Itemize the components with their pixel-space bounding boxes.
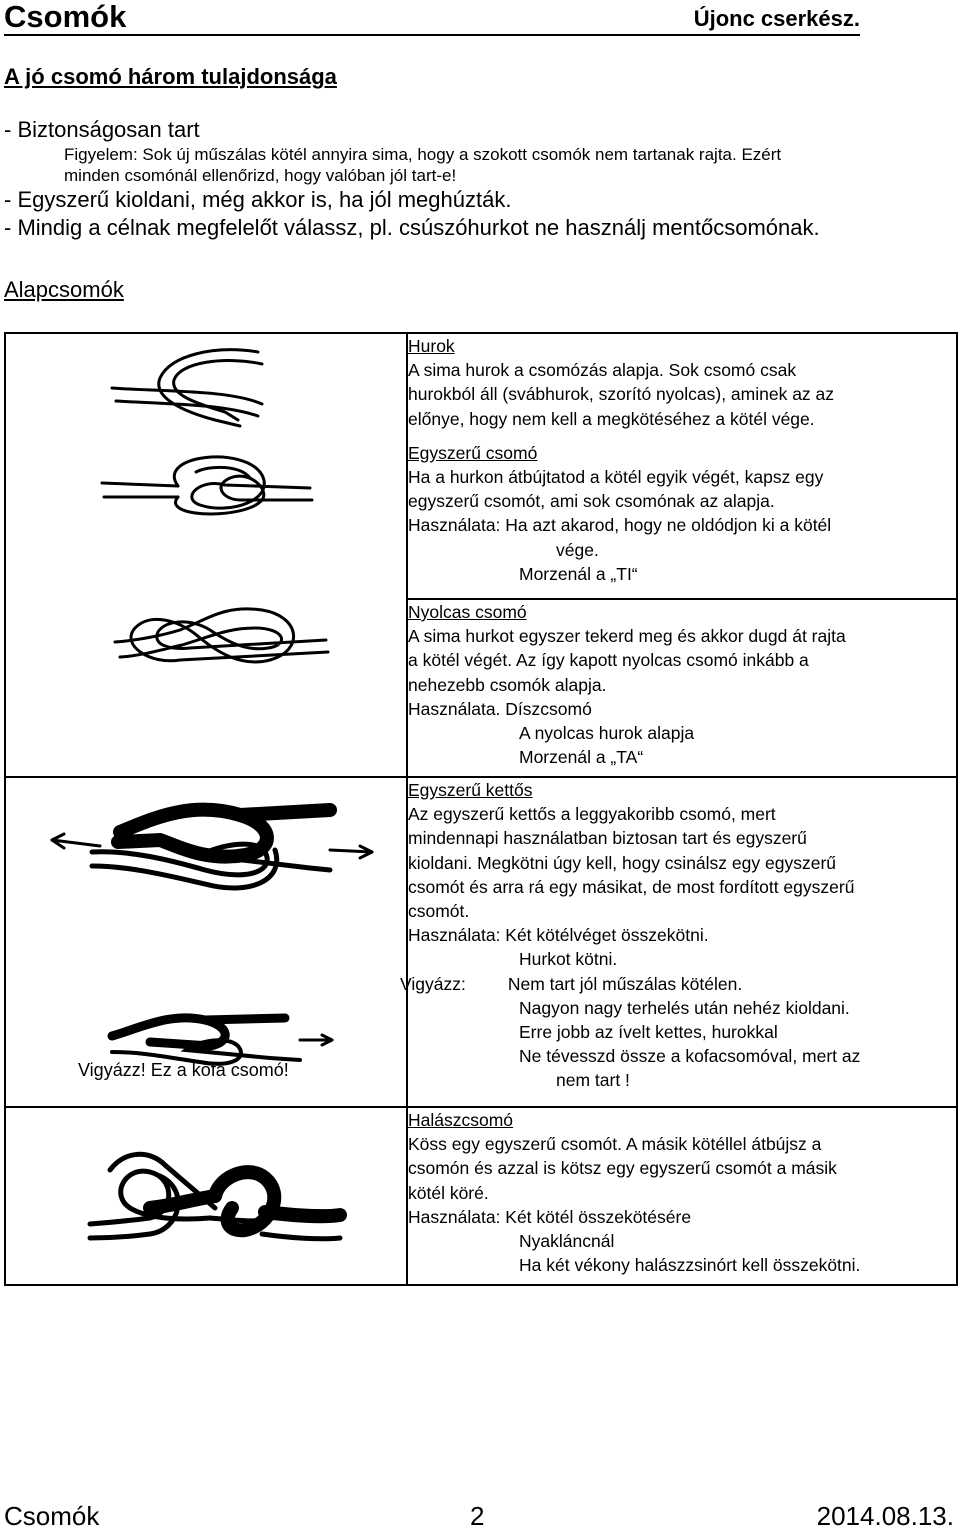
knot-text: hurokból áll (svábhurok, szorító nyolcas), aminek az az: [408, 384, 835, 405]
knot-name: Nyolcas csomó: [408, 602, 527, 622]
knot-text: Ha két vékony halászzsinórt kell összekötni.: [519, 1255, 861, 1276]
property-note: minden csomónál ellenőrizd, hogy valóban jól tart-e!: [64, 166, 457, 185]
knot-text: csomót és arra rá egy másikat, de most fordított egyszerű: [408, 876, 855, 897]
knot-text: Használata: Ha azt akarod, hogy ne oldódjon ki a kötél: [408, 515, 832, 536]
knot-text: A sima hurok a csomózás alapja. Sok csomó csak: [408, 360, 797, 381]
figure-eight-knot-icon: [115, 609, 328, 662]
reef-knot-icon: [52, 810, 372, 888]
knot-text: A nyolcas hurok alapja: [519, 723, 695, 744]
knot-text: Nagyon nagy terhelés után nehéz kioldani.: [519, 997, 850, 1018]
knot-text: egyszerű csomót, ami sok csomónak az alapja.: [408, 491, 775, 512]
page-number: 2: [470, 1501, 485, 1531]
knot-text: előnye, hogy nem kell a megkötéséhez a kötél vége.: [408, 408, 815, 429]
overhand-knot-icon: [102, 457, 312, 514]
knot-text: a kötél végét. Az így kapott nyolcas csomó inkább a: [408, 650, 809, 671]
knot-text: vége.: [556, 539, 599, 560]
knot-text: Köss egy egyszerű csomót. A másik kötéllel átbújsz a: [408, 1134, 822, 1155]
knot-text: nehezebb csomók alapja.: [408, 674, 607, 695]
knot-text: Morzenál a „TA“: [519, 747, 644, 768]
knot-text: Ne tévesszd össze a kofacsomóval, mert az: [519, 1046, 861, 1067]
knot-name: Halászcsomó: [408, 1110, 514, 1130]
section-heading: Alapcsomók: [4, 277, 124, 302]
knot-text: Használata: Két kötélvéget összekötni.: [408, 925, 709, 946]
knot-text: mindennapi használatban biztosan tart és egyszerű: [408, 828, 807, 849]
hurok-knot-icon: [112, 350, 262, 426]
knot-text: Az egyszerű kettős a leggyakoribb csomó, mert: [408, 804, 776, 825]
knot-text: Ha a hurkon átbújtatod a kötél egyik végét, kapsz egy: [408, 467, 824, 488]
knot-text: csomót.: [408, 901, 470, 922]
knot-text: kötél köré.: [408, 1182, 489, 1203]
property-note: Figyelem: Sok új műszálas kötél annyira sima, hogy a szokott csomók nem tartanak rajta. Ezért: [64, 145, 782, 164]
footer-date: 2014.08.13.: [816, 1501, 954, 1531]
knot-text: Morzenál a „TI“: [519, 563, 638, 584]
knot-name: Hurok: [408, 336, 455, 356]
knot-text: csomón és azzal is kötsz egy egyszerű csomót a másik: [408, 1158, 837, 1179]
knot-text: Nem tart jól műszálas kötélen.: [507, 973, 743, 994]
knot-name: Egyszerű kettős: [408, 780, 533, 800]
footer: [4, 1500, 954, 1532]
knot-text: Hurkot kötni.: [519, 949, 618, 970]
page-title: Csomók: [4, 0, 127, 34]
knot-text: nem tart !: [556, 1070, 630, 1091]
properties-heading: A jó csomó három tulajdonsága: [4, 64, 337, 89]
page-subtitle: Újonc cserkész.: [693, 6, 860, 31]
knot-name: Egyszerű csomó: [408, 442, 538, 463]
knot-text: Vigyázz:: [400, 973, 466, 994]
granny-knot-icon: [112, 1018, 332, 1064]
fishermans-knot-icon: [90, 1154, 340, 1238]
knot-text: Használata: Két kötél összekötésére: [408, 1206, 692, 1227]
property-item: - Biztonságosan tart: [4, 117, 200, 142]
footer-title: Csomók: [4, 1501, 100, 1531]
knot-text: A sima hurkot egyszer tekerd meg és akkor dugd át rajta: [408, 626, 846, 647]
granny-knot-warning: Vigyázz! Ez a kofa csomó!: [78, 1060, 289, 1080]
knot-text: Erre jobb az ívelt kettes, hurokkal: [519, 1022, 778, 1043]
knot-text: kioldani. Megkötni úgy kell, hogy csinálsz egy egyszerű: [408, 852, 836, 873]
knot-text: Nyakláncnál: [519, 1231, 615, 1252]
knot-text: Használata. Díszcsomó: [408, 698, 592, 719]
property-item: - Mindig a célnak megfelelőt válassz, pl. csúszóhurkot ne használj mentőcsomónak.: [4, 215, 820, 240]
property-item: - Egyszerű kioldani, még akkor is, ha jól meghúzták.: [4, 187, 512, 212]
